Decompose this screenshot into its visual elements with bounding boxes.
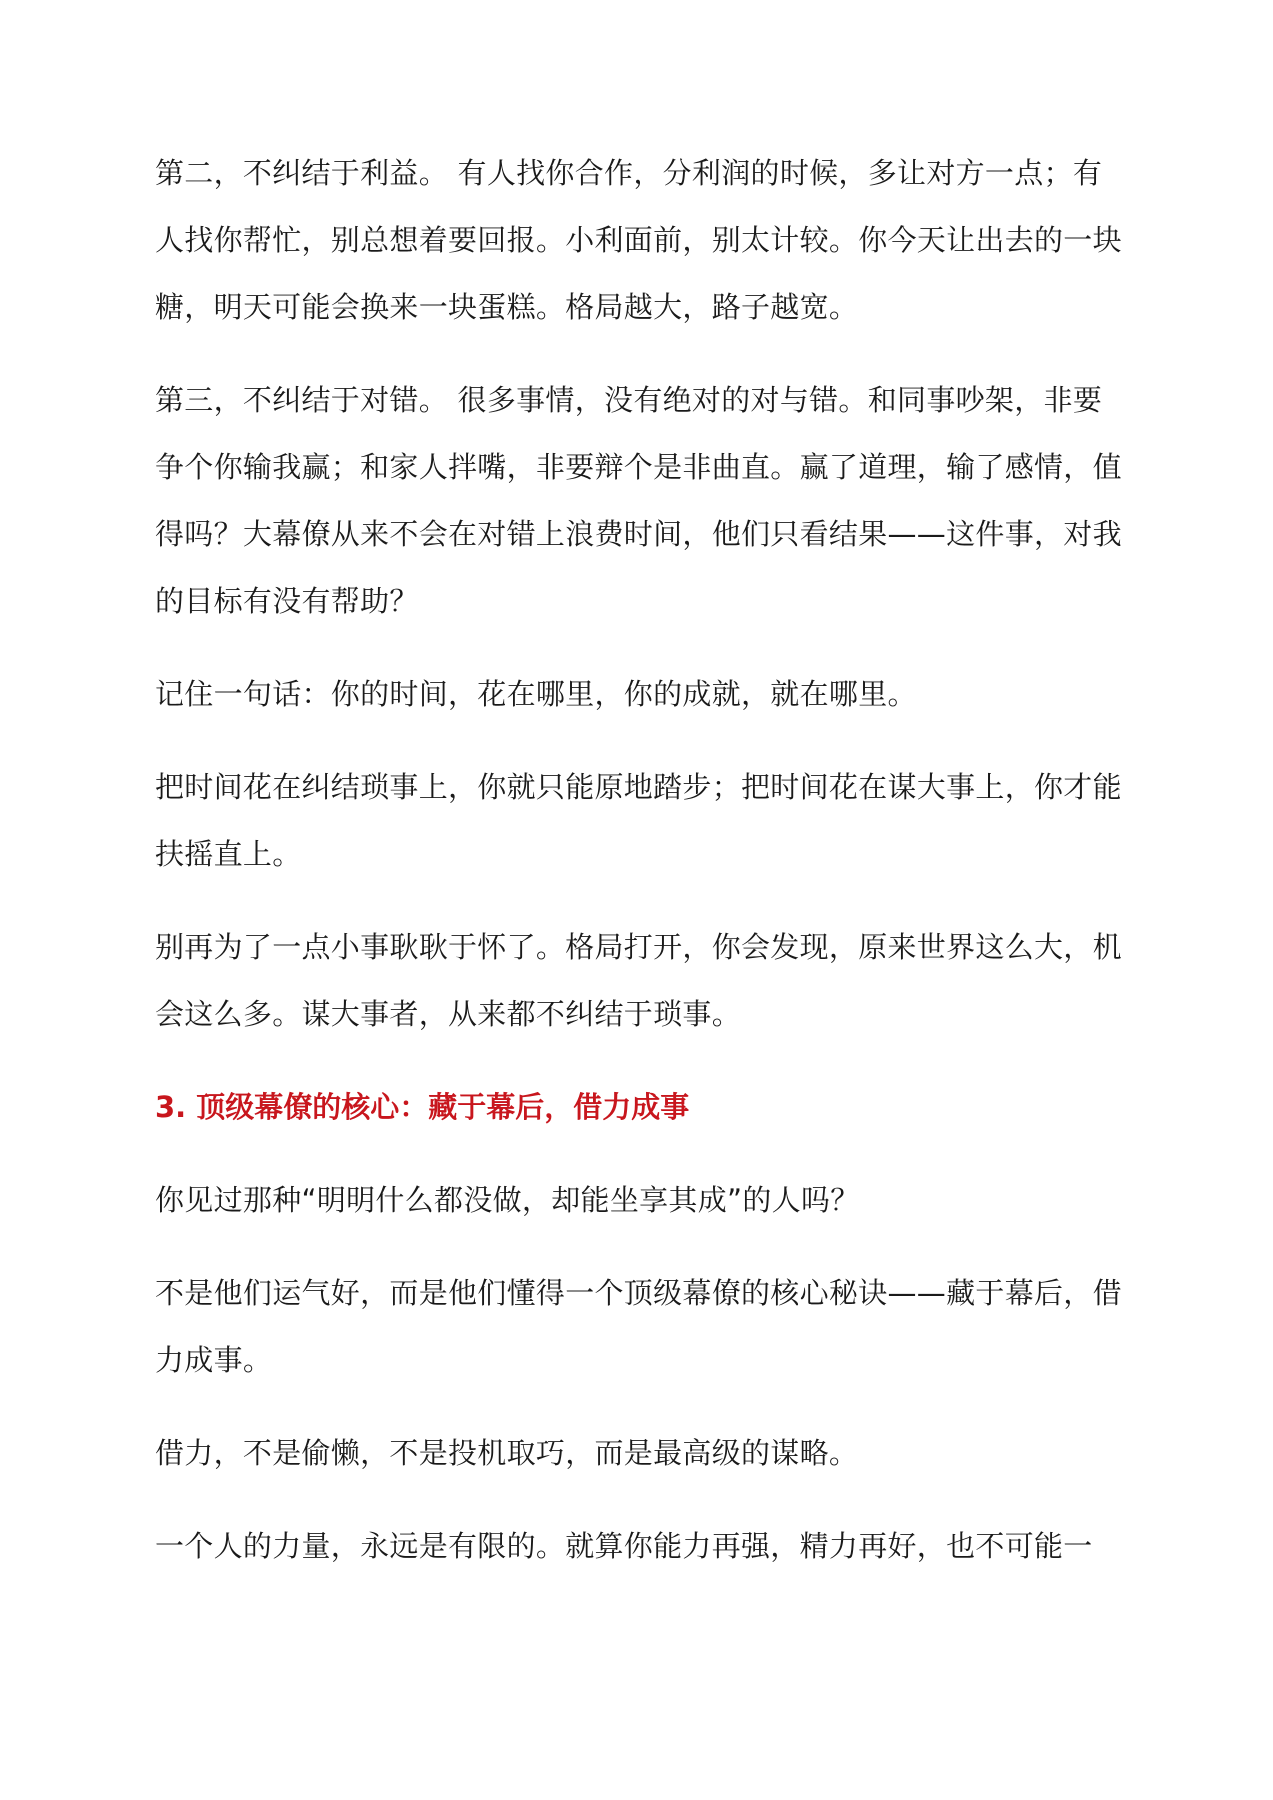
article-body (155, 140, 1130, 1580)
section-heading: 3. 顶级幕僚的核心：藏于幕后，借力成事 (155, 1090, 690, 1124)
paragraph: 第二，不纠结于利益。 有人找你合作，分利润的时候，多让对方一点；有人找你帮忙，别总想着要回报。小利面前，别太计较。你今天让出去的一块糖，明天可能会换来一块蛋糕。格局越大，路子越宽。 (155, 156, 1122, 324)
paragraph: 把时间花在纠结琐事上，你就只能原地踏步；把时间花在谋大事上，你才能扶摇直上。 (155, 770, 1122, 871)
paragraph: 记住一句话：你的时间，花在哪里，你的成就，就在哪里。 (155, 677, 917, 711)
paragraph: 你见过那种“明明什么都没做，却能坐享其成”的人吗？ (155, 1183, 860, 1217)
paragraph: 第三，不纠结于对错。 很多事情，没有绝对的对与错。和同事吵架，非要争个你输我赢；和家人拌嘴，非要辩个是非曲直。赢了道理，输了感情，值得吗？大幕僚从来不会在对错上浪费时间，他们只看结果——这件事，对我的目标有没有帮助？ (155, 383, 1122, 618)
paragraph: 别再为了一点小事耿耿于怀了。格局打开，你会发现，原来世界这么大，机会这么多。谋大事者，从来都不纠结于琐事。 (155, 930, 1122, 1031)
paragraph: 一个人的力量，永远是有限的。就算你能力再强，精力再好，也不可能一 (155, 1529, 1093, 1563)
paragraph: 借力，不是偷懒，不是投机取巧，而是最高级的谋略。 (155, 1436, 859, 1470)
paragraph: 不是他们运气好，而是他们懂得一个顶级幕僚的核心秘诀——藏于幕后，借力成事。 (155, 1276, 1122, 1377)
